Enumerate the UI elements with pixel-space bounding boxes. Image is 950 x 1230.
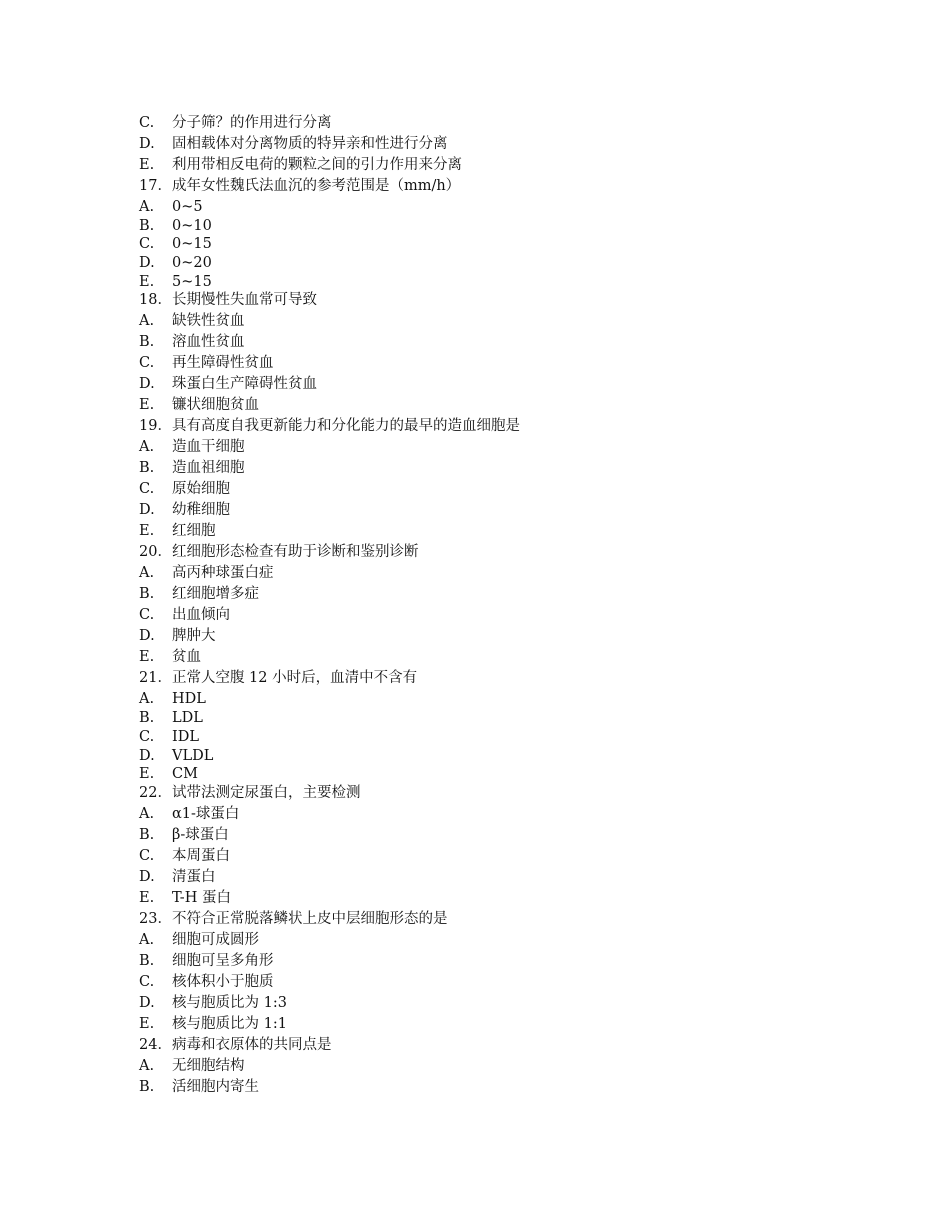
option-line: [139, 930, 899, 951]
option-line: [139, 951, 899, 972]
question-line: [139, 909, 899, 930]
option-line: [139, 253, 899, 272]
question-line: [139, 416, 899, 437]
option-line: [139, 888, 899, 909]
option-text: 缺铁性贫血: [172, 313, 245, 330]
option-line: [139, 374, 899, 395]
option-line: [139, 216, 899, 235]
option-label: B.: [139, 952, 155, 969]
option-text: 红细胞增多症: [172, 586, 259, 603]
option-text: 0~10: [172, 217, 212, 234]
option-label: D.: [139, 868, 155, 885]
option-line: [139, 708, 899, 727]
option-label: B.: [139, 1078, 155, 1095]
question-line: [139, 668, 899, 689]
option-text: CM: [172, 766, 198, 783]
option-text: 细胞可呈多角形: [172, 952, 274, 969]
option-text: 核体积小于胞质: [172, 973, 274, 990]
option-line: [139, 647, 899, 668]
option-label: E.: [139, 889, 155, 906]
question-text: 正常人空腹 12 小时后，血清中不含有: [171, 670, 418, 687]
option-line: [139, 113, 899, 134]
option-line: [139, 867, 899, 888]
option-text: 高丙种球蛋白症: [172, 565, 274, 582]
option-label: E.: [139, 273, 155, 290]
option-label: A.: [139, 805, 155, 822]
option-label: C.: [139, 355, 155, 372]
option-line: [139, 395, 899, 416]
question-text: 试带法测定尿蛋白，主要检测: [171, 784, 361, 801]
option-label: D.: [139, 628, 155, 645]
option-text: 幼稚细胞: [172, 502, 230, 519]
option-label: E.: [139, 766, 155, 783]
option-label: D.: [139, 376, 155, 393]
option-label: C.: [139, 728, 155, 745]
option-text: 出血倾向: [172, 607, 230, 624]
option-line: [139, 563, 899, 584]
option-label: C.: [139, 847, 155, 864]
option-text: 核与胞质比为 1:1: [172, 1015, 287, 1032]
option-label: A.: [139, 691, 155, 708]
question-number: 21．: [139, 670, 172, 687]
question-text: 不符合正常脱落鳞状上皮中层细胞形态的是: [171, 910, 448, 927]
option-line: [139, 1077, 899, 1098]
question-number: 24．: [139, 1036, 172, 1053]
option-label: E.: [139, 157, 155, 173]
question-text: 病毒和衣原体的共同点是: [171, 1036, 332, 1053]
option-text: 清蛋白: [172, 868, 216, 885]
option-label: C.: [139, 236, 155, 253]
option-text: 镰状细胞贫血: [172, 397, 259, 414]
option-line: [139, 458, 899, 479]
question-line: [139, 783, 899, 804]
option-text: 0~5: [172, 199, 203, 215]
option-line: [139, 1056, 899, 1077]
option-text: 细胞可成圆形: [172, 931, 259, 948]
option-line: [139, 437, 899, 458]
option-text: β-球蛋白: [172, 826, 229, 843]
option-label: C.: [139, 973, 155, 990]
option-text: 脾肿大: [172, 628, 216, 645]
option-label: A.: [139, 439, 155, 456]
question-text: 长期慢性失血常可导致: [171, 292, 317, 309]
option-line: [139, 272, 899, 291]
option-label: A.: [139, 199, 155, 215]
option-text: 固相载体对分离物质的特异亲和性进行分离: [172, 136, 448, 152]
option-line: [139, 1014, 899, 1035]
option-text: 无细胞结构: [172, 1057, 245, 1074]
option-text: 分子筛？的作用进行分离: [172, 115, 332, 131]
option-text: VLDL: [172, 747, 214, 764]
option-line: [139, 500, 899, 521]
option-label: D.: [139, 502, 155, 519]
option-line: [139, 746, 899, 765]
option-line: [139, 234, 899, 253]
option-label: B.: [139, 334, 155, 351]
option-line: [139, 993, 899, 1014]
document-body: [139, 113, 899, 1098]
option-label: D.: [139, 747, 155, 764]
option-label: C.: [139, 481, 155, 498]
option-line: [139, 134, 899, 155]
option-label: B.: [139, 710, 155, 727]
option-line: [139, 332, 899, 353]
option-label: E.: [139, 1015, 155, 1032]
option-line: [139, 479, 899, 500]
question-number: 20．: [139, 544, 172, 561]
option-label: D.: [139, 255, 155, 272]
question-text: 成年女性魏氏法血沉的参考范围是（mm/h）: [171, 178, 461, 194]
option-text: 活细胞内寄生: [172, 1078, 259, 1095]
option-line: [139, 197, 899, 216]
option-text: 0~20: [172, 255, 212, 272]
option-line: [139, 521, 899, 542]
option-text: T-H 蛋白: [172, 889, 231, 906]
option-label: C.: [139, 607, 155, 624]
question-line: [139, 176, 899, 197]
option-text: 溶血性贫血: [172, 334, 245, 351]
option-label: E.: [139, 523, 155, 540]
question-line: [139, 542, 899, 563]
option-line: [139, 972, 899, 993]
option-line: [139, 825, 899, 846]
option-text: 贫血: [172, 649, 201, 666]
option-text: 红细胞: [172, 523, 216, 540]
option-line: [139, 764, 899, 783]
option-label: E.: [139, 397, 155, 414]
option-line: [139, 804, 899, 825]
option-label: B.: [139, 217, 155, 234]
option-line: [139, 626, 899, 647]
option-label: C.: [139, 115, 155, 131]
option-line: [139, 155, 899, 176]
question-line: [139, 1035, 899, 1056]
option-label: B.: [139, 586, 155, 603]
question-text: 红细胞形态检查有助于诊断和鉴别诊断: [171, 544, 419, 561]
option-line: [139, 605, 899, 626]
option-line: [139, 846, 899, 867]
option-label: D.: [139, 994, 155, 1011]
option-text: 造血祖细胞: [172, 460, 245, 477]
option-text: 造血干细胞: [172, 439, 245, 456]
option-line: [139, 311, 899, 332]
question-number: 17．: [139, 178, 172, 194]
question-text: 具有高度自我更新能力和分化能力的最早的造血细胞是: [171, 418, 520, 435]
option-text: LDL: [172, 710, 203, 727]
option-label: E.: [139, 649, 155, 666]
option-line: [139, 689, 899, 708]
option-label: A.: [139, 565, 155, 582]
question-line: [139, 290, 899, 311]
option-text: 核与胞质比为 1:3: [172, 994, 287, 1011]
option-text: 利用带相反电荷的颗粒之间的引力作用来分离: [172, 157, 462, 173]
option-label: D.: [139, 136, 155, 152]
option-text: 原始细胞: [172, 481, 230, 498]
option-label: B.: [139, 826, 155, 843]
option-text: 本周蛋白: [172, 847, 230, 864]
question-number: 18．: [139, 292, 172, 309]
option-label: A.: [139, 313, 155, 330]
option-text: 再生障碍性贫血: [172, 355, 274, 372]
question-number: 22．: [139, 784, 172, 801]
option-line: [139, 727, 899, 746]
option-text: IDL: [172, 728, 199, 745]
option-text: HDL: [172, 691, 206, 708]
option-label: B.: [139, 460, 155, 477]
option-text: 0~15: [172, 236, 212, 253]
option-label: A.: [139, 931, 155, 948]
option-text: 5~15: [172, 273, 212, 290]
option-text: α1-球蛋白: [172, 805, 240, 822]
option-text: 珠蛋白生产障碍性贫血: [172, 376, 317, 393]
question-number: 23．: [139, 910, 172, 927]
option-label: A.: [139, 1057, 155, 1074]
option-line: [139, 353, 899, 374]
option-line: [139, 584, 899, 605]
question-number: 19．: [139, 418, 172, 435]
